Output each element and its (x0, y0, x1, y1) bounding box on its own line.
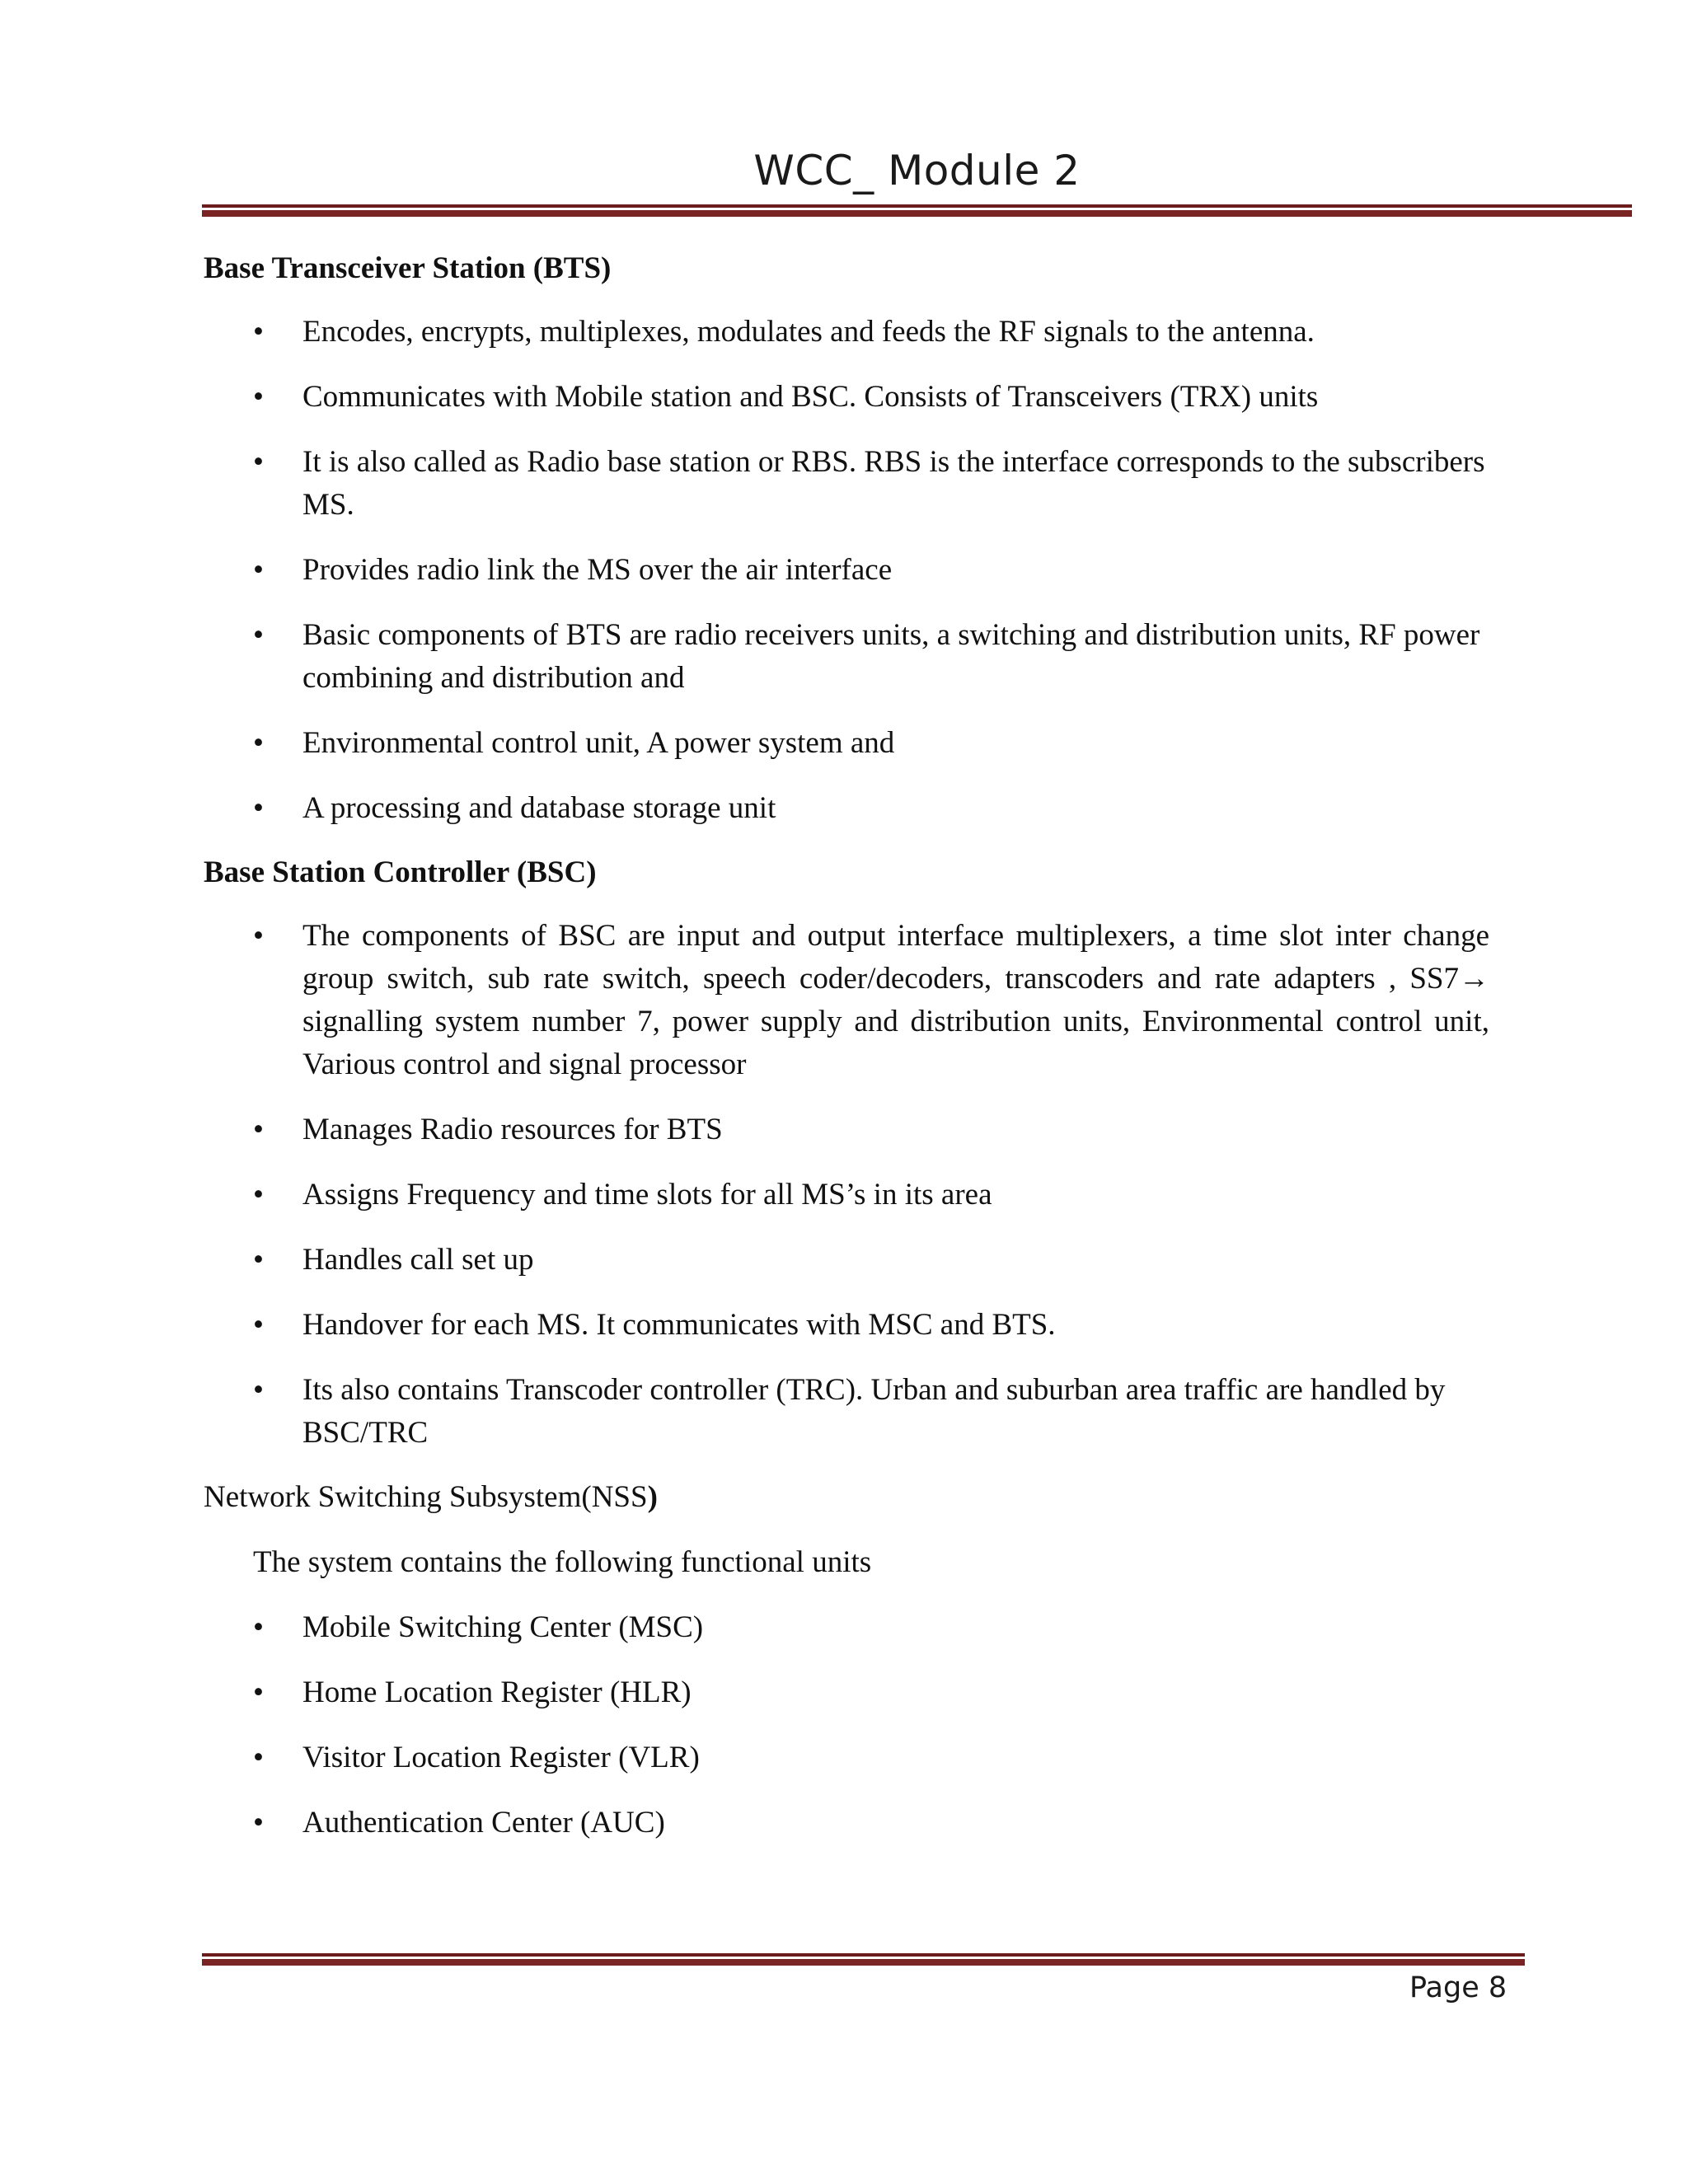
nss-bullet-list (204, 1606, 1489, 1844)
list-item (204, 376, 1489, 419)
list-item (204, 614, 1489, 700)
header-divider-thick-line (202, 210, 1632, 217)
bsc-bullet-list (204, 915, 1489, 1455)
bullet-icon: • (253, 1178, 264, 1212)
list-item (204, 311, 1489, 354)
bsc-heading: Base Station Controller (BSC) (204, 855, 597, 889)
list-item-text: Assigns Frequency and time slots for all MS’s in its area (302, 1178, 992, 1212)
bullet-icon: • (253, 1243, 264, 1277)
list-item (204, 1304, 1489, 1347)
nss-intro: The system contains the following functional units (253, 1545, 872, 1579)
list-item-text: Communicates with Mobile station and BSC. Consists of Transceivers (TRX) units (302, 380, 1319, 414)
footer-divider-thick-line (202, 1959, 1525, 1966)
list-item (204, 722, 1489, 765)
bullet-icon: • (253, 1675, 264, 1709)
list-item (204, 1606, 1489, 1649)
bullet-icon: • (253, 1373, 264, 1407)
list-item-text: A processing and database storage unit (302, 791, 776, 825)
list-item (204, 1736, 1489, 1779)
bullet-icon: • (253, 1741, 264, 1774)
list-item-text: The components of BSC are input and output interface multiplexers, a time slot inter change group switch, sub rate switch, speech coder/decoders, transcoders and rate adapters , SS7→ signalling system number 7, power supply and distribution units, Environmental control unit, Various control and signal processor (302, 919, 1489, 1081)
list-item-text: Its also contains Transcoder controller (TRC). Urban and suburban area traffic are handled by BSC/TRC (302, 1373, 1446, 1450)
bullet-icon: • (253, 618, 264, 652)
bullet-icon: • (253, 726, 264, 760)
bullet-icon: • (253, 1806, 264, 1840)
bts-bullet-list (204, 311, 1489, 830)
bullet-icon: • (253, 1308, 264, 1342)
list-item (204, 1174, 1489, 1216)
bullet-icon: • (253, 1610, 264, 1644)
bullet-icon: • (253, 919, 264, 953)
nss-heading-close: ) (647, 1480, 658, 1514)
list-item (204, 915, 1489, 1086)
list-item (204, 441, 1489, 527)
bullet-icon: • (253, 315, 264, 349)
document-body (204, 247, 1489, 1844)
list-item (204, 549, 1489, 592)
list-item (204, 787, 1489, 830)
list-item (204, 1239, 1489, 1282)
list-item-text: Authentication Center (AUC) (302, 1806, 665, 1840)
list-item-text: Basic components of BTS are radio receivers units, a switching and distribution units, RF power combining and distribution and (302, 618, 1480, 695)
bullet-icon: • (253, 553, 264, 587)
bullet-icon: • (253, 791, 264, 825)
list-item-text: Provides radio link the MS over the air interface (302, 553, 893, 587)
nss-heading (204, 1476, 1489, 1519)
page-header-title: WCC_ Module 2 (753, 147, 1081, 194)
bullet-icon: • (253, 1113, 264, 1146)
list-item-text: Manages Radio resources for BTS (302, 1113, 723, 1146)
list-item-text: Handover for each MS. It communicates with MSC and BTS. (302, 1308, 1056, 1342)
list-item-text: Visitor Location Register (VLR) (302, 1741, 700, 1774)
list-item-text: Mobile Switching Center (MSC) (302, 1610, 704, 1644)
bullet-icon: • (253, 445, 264, 479)
list-item (204, 1671, 1489, 1714)
bullet-icon: • (253, 380, 264, 414)
nss-heading-text: Network Switching Subsystem(NSS (204, 1480, 648, 1514)
header-divider-thin-line (202, 204, 1632, 208)
footer-divider-thin-line (202, 1953, 1525, 1957)
list-item-text: It is also called as Radio base station or RBS. RBS is the interface corresponds to the subscribers MS. (302, 445, 1485, 522)
page-number: Page 8 (1409, 1971, 1507, 2004)
list-item-text: Encodes, encrypts, multiplexes, modulates and feeds the RF signals to the antenna. (302, 315, 1315, 349)
list-item-text: Environmental control unit, A power system and (302, 726, 895, 760)
bts-heading: Base Transceiver Station (BTS) (204, 251, 612, 285)
list-item (204, 1108, 1489, 1151)
list-item-text: Home Location Register (HLR) (302, 1675, 692, 1709)
list-item (204, 1802, 1489, 1844)
list-item-text: Handles call set up (302, 1243, 534, 1277)
list-item (204, 1369, 1489, 1455)
